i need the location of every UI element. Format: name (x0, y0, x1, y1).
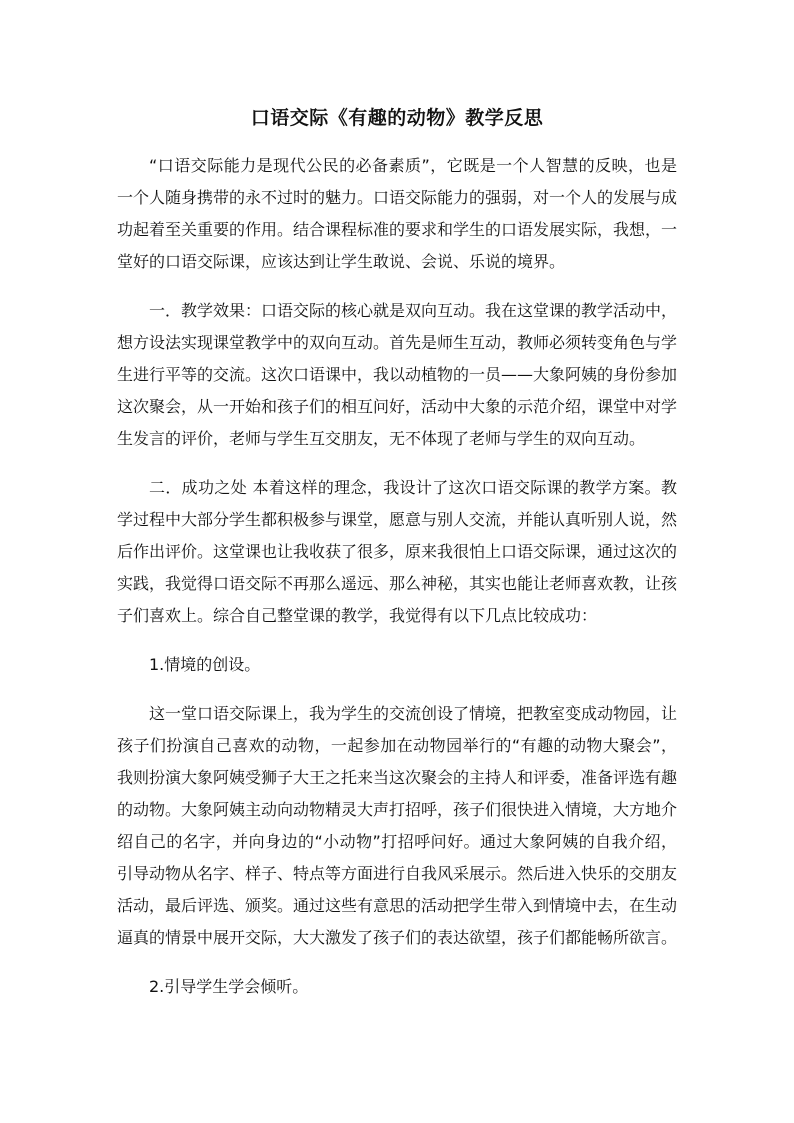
document-body (117, 150, 677, 1020)
paragraph-success-points: 二．成功之处 本着这样的理念，我设计了这次口语交际课的教学方案。教学过程中大部分学生都积极参与课堂，愿意与别人交流，并能认真听别人说，然后作出评价。这堂课也让我收获了很多，原来我很怕上口语交际课，通过这次的实践，我觉得口语交际不再那么遥远、那么神秘，其实也能让老师喜欢教，让孩子们喜欢上。综合自己整堂课的教学，我觉得有以下几点比较成功： (117, 478, 678, 625)
paragraph-teaching-effect: 一．教学效果：口语交际的核心就是双向互动。我在这堂课的教学活动中，想方设法实现课堂教学中的双向互动。首先是师生互动，教师必须转变角色与学生进行平等的交流。这次口语课中，我以动植物的一员——大象阿姨的身份参加这次聚会，从一开始和孩子们的相互问好，活动中大象的示范介绍，课堂中对学生发言的评价，老师与学生互交朋友，无不体现了老师与学生的双向互动。 (117, 301, 678, 448)
paragraph-intro: “口语交际能力是现代公民的必备素质”，它既是一个人智慧的反映，也是一个人随身携带的永不过时的魅力。口语交际能力的强弱，对一个人的发展与成功起着至关重要的作用。结合课程标准的要求和学生的口语发展实际，我想，一堂好的口语交际课，应该达到让学生敢说、会说、乐说的境界。 (117, 156, 678, 271)
document-title: 口语交际《有趣的动物》教学反思 (250, 107, 544, 129)
paragraph-scenario-details: 这一堂口语交际课上，我为学生的交流创设了情境，把教室变成动物园，让孩子们扮演自己喜欢的动物，一起参加在动物园举行的“有趣的动物大聚会”，我则扮演大象阿姨受狮子大王之托来当这次聚会的主持人和评委，准备评选有趣的动物。大象阿姨主动向动物精灵大声打招呼，孩子们很快进入情境，大方地介绍自己的名字，并向身边的“小动物”打招呼问好。通过大象阿姨的自我介绍，引导动物从名字、样子、特点等方面进行自我风采展示。然后进入快乐的交朋友活动，最后评选、颁奖。通过这些有意思的活动把学生带入到情境中去，在生动逼真的情景中展开交际，大大激发了孩子们的表达欲望，孩子们都能畅所欲言。 (117, 704, 678, 947)
subheading-scenario-creation: 1.情境的创设。 (149, 655, 261, 674)
subheading-listening-guidance: 2.引导学生学会倾听。 (149, 977, 309, 996)
